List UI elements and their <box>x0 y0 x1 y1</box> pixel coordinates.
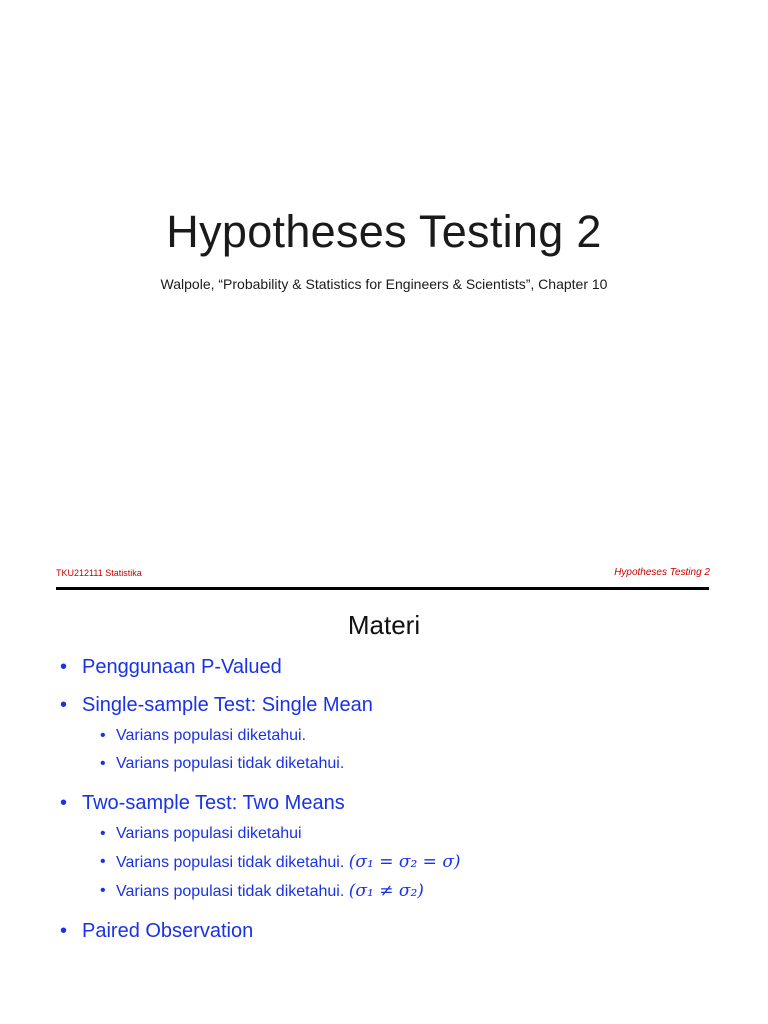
sublist-item <box>82 877 720 906</box>
bullet-icon: • <box>100 853 106 870</box>
bullet-icon: • <box>100 727 106 744</box>
course-code-header: TKU212111 Statistika <box>56 568 142 578</box>
presentation-subtitle: Walpole, “Probability & Statistics for Engineers & Scientists”, Chapter 10 <box>160 276 608 292</box>
sublist-item-label: Varians populasi tidak diketahui. <box>116 883 345 900</box>
sublist-item <box>82 722 720 750</box>
header-divider <box>56 587 709 590</box>
slide-title: Materi <box>347 610 421 640</box>
bullet-icon: • <box>60 792 68 814</box>
sublist-item-label: Varians populasi diketahui <box>116 825 302 842</box>
formula-unequal-variance: (σ₁ ≠ σ₂) <box>348 881 424 901</box>
sublist-item-label: Varians populasi tidak diketahui. <box>116 755 345 772</box>
sublist <box>82 820 720 906</box>
bullet-icon: • <box>60 694 68 716</box>
bullet-icon: • <box>60 920 68 942</box>
list-item-pvalue <box>60 654 720 680</box>
topic-header: Hypotheses Testing 2 <box>614 567 710 578</box>
list-item-label: Single-sample Test: Single Mean <box>82 694 373 716</box>
materi-slide <box>0 554 768 1024</box>
list-item-label: Two-sample Test: Two Means <box>82 792 345 814</box>
formula-equal-variance: (σ₁ = σ₂ = σ) <box>348 852 461 872</box>
sublist-item <box>82 848 720 877</box>
bullet-icon: • <box>100 755 106 772</box>
sublist-item <box>82 750 720 778</box>
materi-list <box>60 654 720 956</box>
presentation-title: Hypotheses Testing 2 <box>166 206 602 257</box>
bullet-icon: • <box>100 825 106 842</box>
sublist <box>82 722 720 778</box>
sublist-item <box>82 820 720 848</box>
list-item-single-sample <box>60 692 720 778</box>
bullet-icon: • <box>100 882 106 899</box>
bullet-icon: • <box>60 656 68 678</box>
list-item-label: Paired Observation <box>82 920 254 942</box>
sublist-item-label: Varians populasi diketahui. <box>116 727 307 744</box>
list-item-two-sample <box>60 790 720 906</box>
list-item-paired <box>60 918 720 944</box>
list-item-label: Penggunaan P-Valued <box>82 656 282 678</box>
sublist-item-label: Varians populasi tidak diketahui. <box>116 854 345 871</box>
